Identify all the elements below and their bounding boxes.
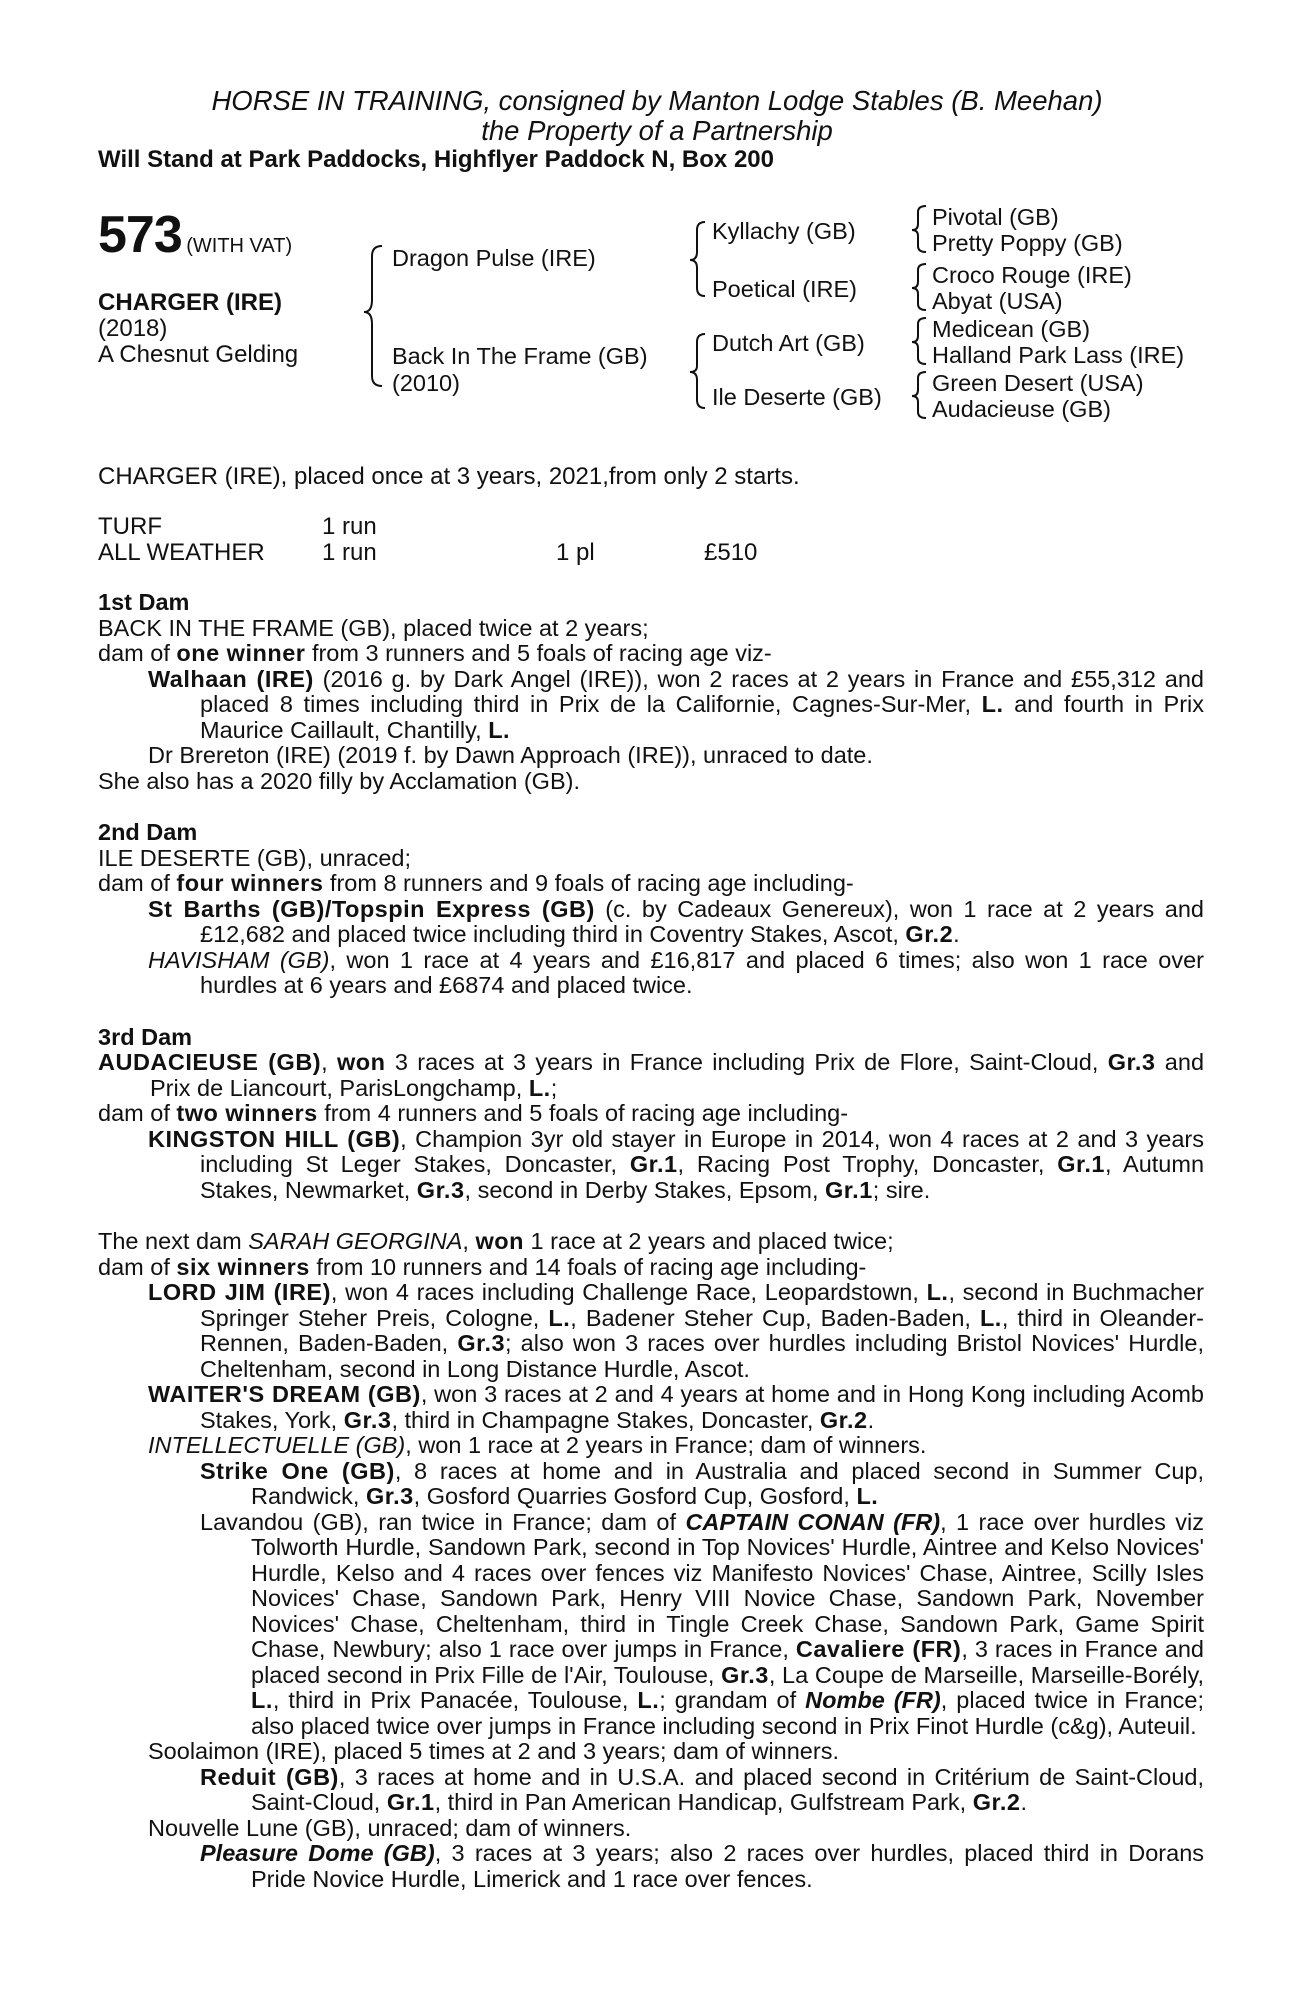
bracket-dam-parents <box>690 334 705 408</box>
pedigree-dam-dam: Ile Deserte (GB) <box>712 384 882 410</box>
kingston-hill-entry: KINGSTON HILL (GB), Champion 3yr old stayer in Europe in 2014, won 4 races at 2 and 3 years including St Leger Stakes, Doncaster, Gr.1, Racing Post Trophy, Doncaster, Gr.1, Autumn Stakes, Newmarket, Gr.3, second in Derby Stakes, Epsom, Gr.1; sire. <box>148 1125 1205 1203</box>
pedigree-g4: Abyat (USA) <box>932 288 1063 314</box>
bracket-sire-parents <box>690 222 705 296</box>
lord-jim-entry: LORD JIM (IRE), won 4 races including Challenge Race, Leopardstown, L., second in Buchmacher Springer Steher Preis, Cologne, L., Badener Steher Cup, Baden-Baden, L., third in Oleander-Rennen, Baden-Baden, Gr.3; also won 3 races over hurdles including Bristol Novices' Hurdle, Cheltenham, second in Long Distance Hurdle, Ascot. <box>148 1279 1204 1382</box>
pedigree-sire-dam: Poetical (IRE) <box>712 276 857 302</box>
pedigree-g7: Green Desert (USA) <box>932 370 1144 396</box>
record-turf-surface: TURF <box>98 513 162 540</box>
lot-number: 573 <box>98 206 182 264</box>
brereton-entry: Dr Brereton (IRE) (2019 f. by Dawn Approach (IRE)), unraced to date. <box>148 742 873 768</box>
pedigree-g6: Halland Park Lass (IRE) <box>932 342 1185 368</box>
first-dam-produce: dam of one winner from 3 runners and 5 foals of racing age viz- <box>98 640 772 666</box>
pedigree-g8: Audacieuse (GB) <box>932 396 1111 422</box>
soolaimon-entry: Soolaimon (IRE), placed 5 times at 2 and 3 years; dam of winners. <box>148 1738 839 1764</box>
pedigree-dam-sire: Dutch Art (GB) <box>712 330 865 356</box>
audacieuse-entry: AUDACIEUSE (GB), won 3 races at 3 years in France including Prix de Flore, Saint-Cloud, Gr.3 and Prix de Liancourt, ParisLongchamp, L.; <box>98 1049 1205 1101</box>
bracket-g78 <box>912 372 926 418</box>
second-dam-line: ILE DESERTE (GB), unraced; <box>98 844 412 871</box>
bracket-parents <box>364 246 382 386</box>
strike-one-entry: Strike One (GB), 8 races at home and in Australia and placed second in Summer Cup, Randwick, Gr.3, Gosford Quarries Gosford Cup, Gosford, L. <box>200 1457 1204 1509</box>
second-dam-produce: dam of four winners from 8 runners and 9 foals of racing age including- <box>98 870 854 896</box>
pedigree-g1: Pivotal (GB) <box>932 204 1059 230</box>
pedigree-g5: Medicean (GB) <box>932 316 1091 342</box>
reduit-entry: Reduit (GB), 3 races at home and in U.S.A. and placed second in Critérium de Saint-Cloud, Saint-Cloud, Gr.1, third in Pan American Handicap, Gulfstream Park, Gr.2. <box>200 1763 1204 1815</box>
pedigree-g2: Pretty Poppy (GB) <box>932 230 1123 256</box>
bracket-g56 <box>912 318 926 364</box>
horse-description: A Chesnut Gelding <box>98 341 299 368</box>
first-dam-line: BACK IN THE FRAME (GB), placed twice at 2 years; <box>98 614 649 641</box>
race-summary: CHARGER (IRE), placed once at 3 years, 2021,from only 2 starts. <box>98 463 800 490</box>
vat-label: (WITH VAT) <box>186 235 293 257</box>
stand-location: Will Stand at Park Paddocks, Highflyer Paddock N, Box 200 <box>98 146 774 173</box>
property-line: the Property of a Partnership <box>481 115 833 146</box>
pedigree-sire-sire: Kyllachy (GB) <box>712 218 856 244</box>
bracket-g34 <box>912 264 926 310</box>
havisham-entry: HAVISHAM (GB), won 1 race at 4 years and £16,817 and placed 6 times; also won 1 race over hurdles at 6 years and £6874 and placed twice. <box>148 946 1204 998</box>
record-turf-runs: 1 run <box>322 513 377 540</box>
walhaan-entry: Walhaan (IRE) (2016 g. by Dark Angel (IRE)), won 2 races at 2 years in France and £55,312 and placed 8 times including third in Prix de la Californie, Cagnes-Sur-Mer, L. and fourth in Prix Maurice Caillault, Chantilly, L. <box>148 665 1204 743</box>
third-dam-produce: dam of two winners from 4 runners and 5 foals of racing age including- <box>98 1100 849 1126</box>
st-barths-entry: St Barths (GB)/Topspin Express (GB) (c. by Cadeaux Genereux), won 1 race at 2 years and £12,682 and placed twice including third in Coventry Stakes, Ascot, Gr.2. <box>148 895 1204 947</box>
pedigree-dam: Back In The Frame (GB) <box>392 343 648 369</box>
record-aw-surface: ALL WEATHER <box>98 539 265 566</box>
foaling-year: (2018) <box>98 315 168 342</box>
first-dam-heading: 1st Dam <box>98 589 190 615</box>
consignor-line: HORSE IN TRAINING, consigned by Manton Lodge Stables (B. Meehan) <box>211 85 1103 116</box>
horse-name: CHARGER (IRE) <box>98 289 282 316</box>
waiters-dream-entry: WAITER'S DREAM (GB), won 3 races at 2 and 4 years at home and in Hong Kong including Acomb Stakes, York, Gr.3, third in Champagne Stakes, Doncaster, Gr.2. <box>148 1381 1204 1433</box>
record-aw-runs: 1 run <box>322 539 377 566</box>
pedigree-g3: Croco Rouge (IRE) <box>932 262 1132 288</box>
nouvelle-lune-entry: Nouvelle Lune (GB), unraced; dam of winners. <box>148 1814 632 1841</box>
intellectuelle-entry: INTELLECTUELLE (GB), won 1 race at 2 years in France; dam of winners. <box>148 1432 927 1458</box>
third-dam-heading: 3rd Dam <box>98 1023 193 1050</box>
pedigree-notes <box>98 590 1204 1892</box>
pedigree-sire: Dragon Pulse (IRE) <box>392 245 596 271</box>
filly-entry: She also has a 2020 filly by Acclamation (GB). <box>98 767 580 794</box>
next-dam-line: The next dam SARAH GEORGINA, won 1 race at 2 years and placed twice; <box>98 1228 894 1254</box>
pedigree-dam-year: (2010) <box>392 370 460 396</box>
pleasure-dome-entry: Pleasure Dome (GB), 3 races at 3 years; also 2 races over hurdles, placed third in Dorans Pride Novice Hurdle, Limerick and 1 race over fences. <box>200 1840 1205 1892</box>
bracket-g12 <box>912 206 926 252</box>
record-aw-placed: 1 pl <box>556 539 595 566</box>
record-aw-earnings: £510 <box>704 539 758 566</box>
next-dam-produce: dam of six winners from 10 runners and 14 foals of racing age including- <box>98 1253 867 1280</box>
lavandou-entry: Lavandou (GB), ran twice in France; dam of CAPTAIN CONAN (FR), 1 race over hurdles viz Tolworth Hurdle, Sandown Park, second in Top Novices' Hurdle, Aintree and Kelso Novices' Hurdle, Kelso and 4 races over fences viz Manifesto Novices' Chase, Aintree, Scilly Isles Novices' Chase, Sandown Park, Henry VIII Novice Chase, Sandown Park, November Novices' Chase, Cheltenham, third in Tingle Creek Chase, Sandown Park, Game Spirit Chase, Newbury; also 1 race over jumps in France, Cavaliere (FR), 3 races in France and placed second in Prix Fille de l'Air, Toulouse, Gr.3, La Coupe de Marseille, Marseille-Borély, L., third in Prix Panacée, Toulouse, L.; grandam of Nombe (FR), placed twice in France; also placed twice over jumps in France including second in Prix Finot Hurdle (c&g), Auteuil. <box>200 1508 1205 1739</box>
second-dam-heading: 2nd Dam <box>98 819 198 845</box>
